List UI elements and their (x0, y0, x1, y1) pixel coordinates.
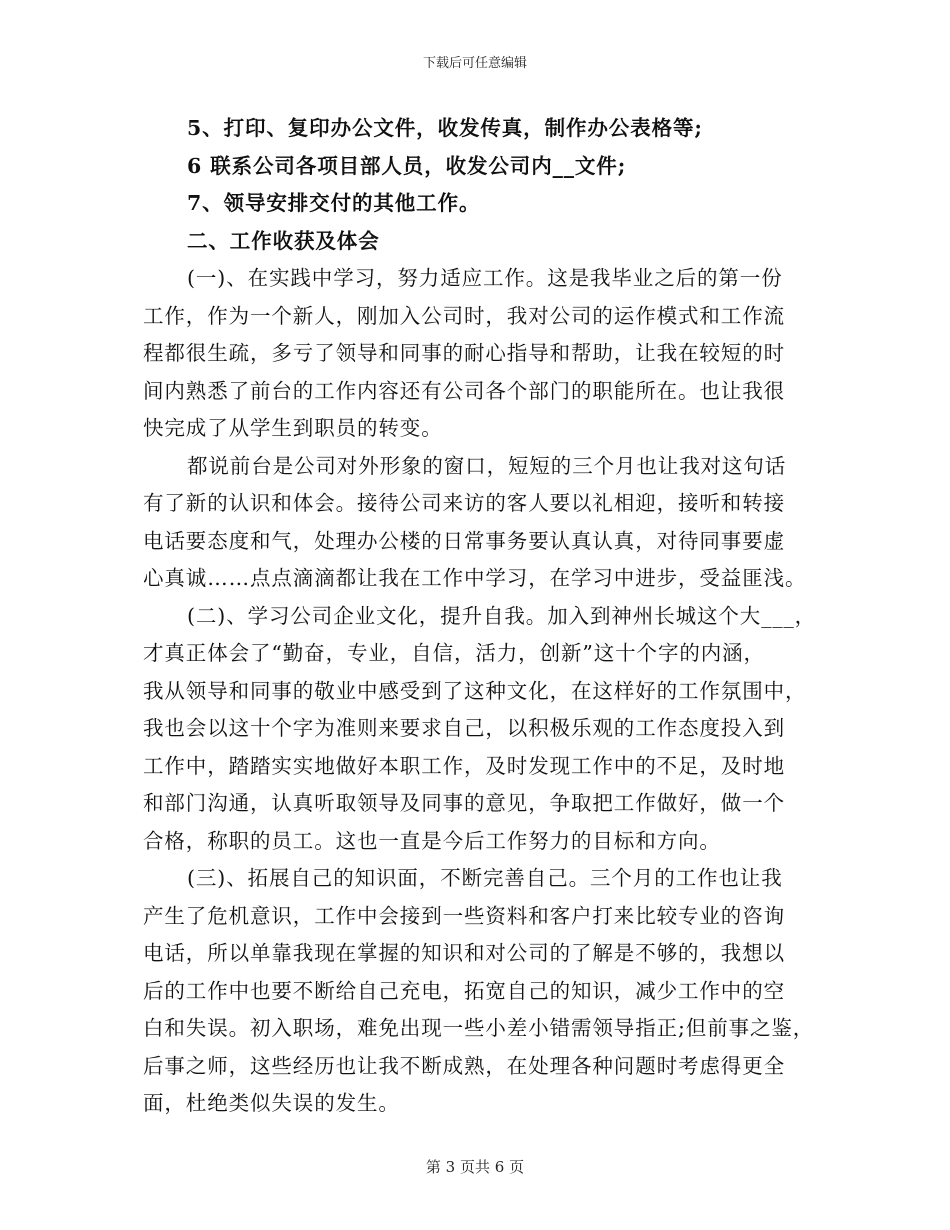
text-line: 电话，所以单靠我现在掌握的知识和对公司的了解是不够的，我想以 (143, 941, 785, 965)
text-line: 后事之师，这些经历也让我不断成熟，在处理各种问题时考虑得更全 (143, 1053, 785, 1078)
text-line: 7、领导安排交付的其他工作。 (187, 191, 481, 215)
document-body (143, 110, 817, 1123)
text-line: 有了新的认识和体会。接待公司来访的客人要以礼相迎，接听和转接 (143, 491, 785, 515)
text-line: (三)、拓展自己的知识面，不断完善自己。三个月的工作也让我 (187, 866, 783, 890)
text-line: 我从领导和同事的敬业中感受到了这种文化，在这样好的工作氛围中， (143, 678, 807, 703)
text-line: 和部门沟通，认真听取领导及同事的意见，争取把工作做好，做一个 (143, 791, 785, 815)
text-line: 工作中，踏踏实实地做好本职工作，及时发现工作中的不足，及时地 (143, 753, 785, 778)
text-line: 后的工作中也要不断给自己充电，拓宽自己的知识，减少工作中的空 (143, 978, 785, 1003)
text-line: 快完成了从学生到职员的转变。 (143, 416, 443, 440)
text-line: 电话要态度和气，处理办公楼的日常事务要认真认真，对待同事要虚 (143, 528, 785, 553)
page-header: 下载后可任意编辑 (422, 56, 527, 71)
text-line: 才真正体会了“勤奋，专业，自信，活力，创新”这十个字的内涵， (143, 641, 765, 665)
text-line: 间内熟悉了前台的工作内容还有公司各个部门的职能所在。也让我很 (143, 378, 785, 403)
text-line: 二、工作收获及体会 (187, 228, 380, 253)
text-line: 都说前台是公司对外形象的窗口，短短的三个月也让我对这句话 (187, 453, 787, 478)
text-line: 心真诚……点点滴滴都让我在工作中学习，在学习中进步，受益匪浅。 (143, 566, 807, 590)
page-footer: 第 3 页共 6 页 (425, 1158, 525, 1176)
text-line: 合格，称职的员工。这也一直是今后工作努力的目标和方向。 (143, 828, 721, 853)
text-line: 我也会以这十个字为准则来要求自己，以积极乐观的工作态度投入到 (143, 716, 785, 740)
text-line: 面，杜绝类似失误的发生。 (143, 1091, 400, 1115)
text-line: 产生了危机意识，工作中会接到一些资料和客户打来比较专业的咨询 (143, 903, 785, 928)
text-line: 程都很生疏，多亏了领导和同事的耐心指导和帮助，让我在较短的时 (143, 341, 785, 365)
text-line: (一)、在实践中学习，努力适应工作。这是我毕业之后的第一份 (187, 266, 783, 290)
text-line: (二)、学习公司企业文化，提升自我。加入到神州长城这个大___， (187, 603, 817, 628)
text-line: 5、打印、复印办公文件，收发传真，制作办公表格等; (187, 116, 703, 140)
text-line: 白和失误。初入职场，难免出现一些小差小错需领导指正;但前事之鉴， (143, 1016, 815, 1040)
text-line: 工作，作为一个新人，刚加入公司时，我对公司的运作模式和工作流 (143, 303, 785, 328)
text-line: 6 联系公司各项目部人员，收发公司内__文件; (187, 153, 627, 178)
